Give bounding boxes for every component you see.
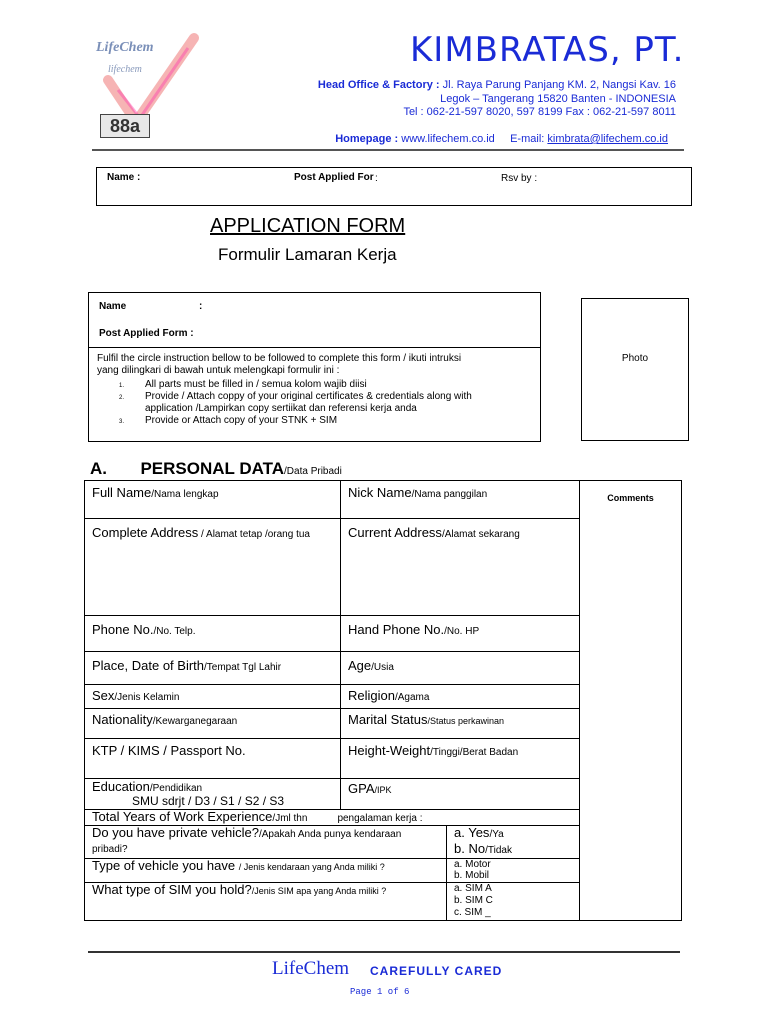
sex-field[interactable] [85, 685, 341, 709]
form-title: APPLICATION FORM [210, 215, 406, 237]
nationality-label: Nationality [92, 712, 153, 727]
section-a-title-id: /Data Pribadi [284, 466, 342, 477]
nationality-label-id: /Kewarganegaraan [152, 716, 238, 727]
office-address-line1 [318, 79, 676, 92]
bullet-2-text-b: application /Lampirkan copy sertiikat dan referensi kerja anda [145, 403, 417, 414]
email-label: E-mail: [510, 133, 545, 145]
ktp-field[interactable] [85, 739, 341, 779]
contact-line [335, 133, 668, 146]
age-field[interactable] [341, 652, 580, 685]
top-info-box [96, 167, 692, 206]
vehicle-question-label-id: /Apakah Anda punya kendaraan [258, 829, 402, 840]
education-label-id: /Pendidikan [149, 783, 203, 794]
marital-label-id: /Status perkawinan [427, 716, 505, 726]
vehicle-type-mobil[interactable]: b. Mobil [454, 870, 490, 881]
top-post-label: Post Applied For [294, 172, 374, 183]
bullet-3 [97, 415, 537, 427]
bullet-3-num: 3. [119, 419, 125, 425]
top-post-colon: : [375, 173, 378, 184]
footer-brand: LifeChem [272, 958, 350, 979]
bullet-1 [97, 379, 537, 391]
gpa-field[interactable] [341, 779, 580, 810]
footer-tagline: CAREFULLY CARED [370, 964, 503, 978]
office-line3: Tel : 062-21-597 8020, 597 8199 Fax : 062-21-597 8011 [403, 106, 676, 118]
footer-divider [88, 951, 680, 953]
sex-label: Sex [92, 688, 115, 703]
section-a-heading [90, 459, 342, 479]
info-divider [89, 347, 540, 348]
age-label: Age [348, 658, 372, 673]
vehicle-no-option[interactable]: b. No [454, 841, 486, 856]
section-a-letter: A. [90, 459, 107, 478]
nick-name-label-id: /Nama panggilan [411, 489, 488, 500]
religion-label-id: /Agama [394, 692, 430, 703]
vehicle-question [85, 826, 447, 859]
section-a-title: PERSONAL DATA [140, 459, 285, 478]
instruction-box [88, 292, 541, 442]
nationality-field[interactable] [85, 709, 341, 739]
office-label: Head Office & Factory : [317, 79, 440, 91]
info-name-label: Name [99, 301, 127, 312]
vehicle-answers[interactable] [447, 826, 580, 859]
education-field[interactable] [85, 779, 341, 810]
vehicle-type-motor[interactable]: a. Motor [454, 859, 491, 870]
education-label: Education [92, 779, 150, 794]
experience-field[interactable] [85, 810, 580, 826]
birth-label-id: /Tempat Tgl Lahir [204, 662, 282, 673]
height-weight-label-id: /Tinggi/Berat Badan [430, 747, 519, 758]
handphone-label-id: /No. HP [444, 626, 480, 637]
form-subtitle: Formulir Lamaran Kerja [218, 245, 397, 264]
height-weight-field[interactable] [341, 739, 580, 779]
instruction-line2: yang dilingkari di bawah untuk melengkapi formulir ini : [97, 365, 340, 376]
bullet-2-num: 2. [119, 395, 125, 401]
phone-field[interactable] [85, 616, 341, 652]
handphone-field[interactable] [341, 616, 580, 652]
bullet-2-text-a: Provide / Attach coppy of your original certificates & credentials along with [145, 391, 472, 402]
marital-label: Marital Status [348, 712, 428, 727]
photo-box[interactable] [581, 298, 689, 441]
vehicle-type-answers[interactable] [447, 859, 580, 883]
sim-question [85, 883, 447, 921]
handphone-label: Hand Phone No. [348, 622, 445, 637]
instruction-line1: Fulfil the circle instruction bellow to be followed to complete this form / ikuti intruksi [97, 353, 462, 364]
logo-brand-text: LifeChem [96, 40, 154, 55]
current-address-field[interactable] [341, 519, 580, 616]
top-name-label: Name : [107, 172, 141, 183]
experience-label-id2: pengalaman kerja : [337, 813, 423, 824]
vehicle-question-label: Do you have private vehicle? [92, 825, 259, 840]
top-rsv-label: Rsv by : [501, 173, 538, 184]
religion-label: Religion [348, 688, 395, 703]
vehicle-yes-option-id: /Ya [489, 829, 504, 840]
bullet-1-text: All parts must be filled in / semua kolom wajib diisi [145, 379, 367, 390]
vehicle-yes-option[interactable]: a. Yes [454, 825, 490, 840]
address-field[interactable] [85, 519, 341, 616]
nick-name-label: Nick Name [348, 485, 412, 500]
nick-name-field[interactable] [341, 481, 580, 519]
full-name-label-id: /Nama lengkap [151, 489, 219, 500]
bullet-3-text: Provide or Attach copy of your STNK + SIM [145, 415, 338, 426]
ktp-label: KTP / KIMS / Passport No. [92, 743, 246, 758]
comments-column[interactable] [580, 481, 682, 921]
sim-other-option[interactable]: c. SIM _ [454, 907, 491, 918]
office-line1: Jl. Raya Parung Panjang KM. 2, Nangsi Kav. 16 [442, 79, 676, 91]
sim-question-label-id: /Jenis SIM apa yang Anda miliki ? [251, 886, 387, 896]
experience-label-id: /Jml thn [272, 813, 308, 824]
info-name-colon: : [199, 301, 203, 312]
vehicle-type-label-id: / Jenis kendaraan yang Anda miliki ? [238, 862, 385, 872]
homepage-label: Homepage : [335, 133, 399, 145]
bullet-1-num: 1. [119, 383, 125, 389]
gpa-label: GPA [348, 781, 375, 796]
gpa-label-id: /IPK [374, 785, 392, 795]
address-label: Complete Address [92, 525, 199, 540]
logo-badge: 88a [100, 114, 150, 138]
age-label-id: /Usia [371, 662, 394, 673]
personal-data-table [84, 480, 682, 921]
full-name-field[interactable] [85, 481, 341, 519]
sim-a-option[interactable]: a. SIM A [454, 883, 492, 894]
page-number: Page 1 of 6 [350, 987, 410, 997]
photo-label: Photo [621, 353, 649, 364]
sim-answers[interactable] [447, 883, 580, 921]
vehicle-no-option-id: /Tidak [485, 845, 512, 856]
info-post-label: Post Applied Form : [99, 328, 194, 339]
phone-label-id: /No. Telp. [153, 626, 196, 637]
marital-field[interactable] [341, 709, 580, 739]
office-line2: Legok – Tangerang 15820 Banten - INDONESIA [440, 93, 676, 105]
current-address-label-id: /Alamat sekarang [441, 529, 520, 540]
phone-label: Phone No. [92, 622, 154, 637]
sim-c-option[interactable]: b. SIM C [454, 895, 493, 906]
experience-label: Total Years of Work Experience [92, 809, 273, 824]
email-link[interactable]: kimbrata@lifechem.co.id [547, 133, 668, 145]
homepage-link[interactable]: www.lifechem.co.id [401, 133, 495, 145]
address-label-id: / Alamat tetap /orang tua [198, 529, 310, 540]
instructions [97, 353, 537, 427]
header-divider [92, 149, 684, 151]
current-address-label: Current Address [348, 525, 442, 540]
sex-label-id: /Jenis Kelamin [114, 692, 180, 703]
vehicle-question-label-id2: pribadi? [92, 844, 128, 855]
vehicle-type-label: Type of vehicle you have [92, 858, 239, 873]
comments-label: Comments [607, 493, 654, 503]
education-options: SMU sdrjt / D3 / S1 / S2 / S3 [132, 794, 285, 808]
company-name: KIMBRATAS, PT. [410, 30, 685, 70]
bullet-2 [97, 391, 537, 415]
birth-field[interactable] [85, 652, 341, 685]
full-name-label: Full Name [92, 485, 152, 500]
birth-label: Place, Date of Birth [92, 658, 204, 673]
sim-question-label: What type of SIM you hold? [92, 882, 252, 897]
vehicle-type-question [85, 859, 447, 883]
height-weight-label: Height-Weight [348, 743, 431, 758]
logo-sub-text: lifechem [108, 64, 142, 75]
religion-field[interactable] [341, 685, 580, 709]
